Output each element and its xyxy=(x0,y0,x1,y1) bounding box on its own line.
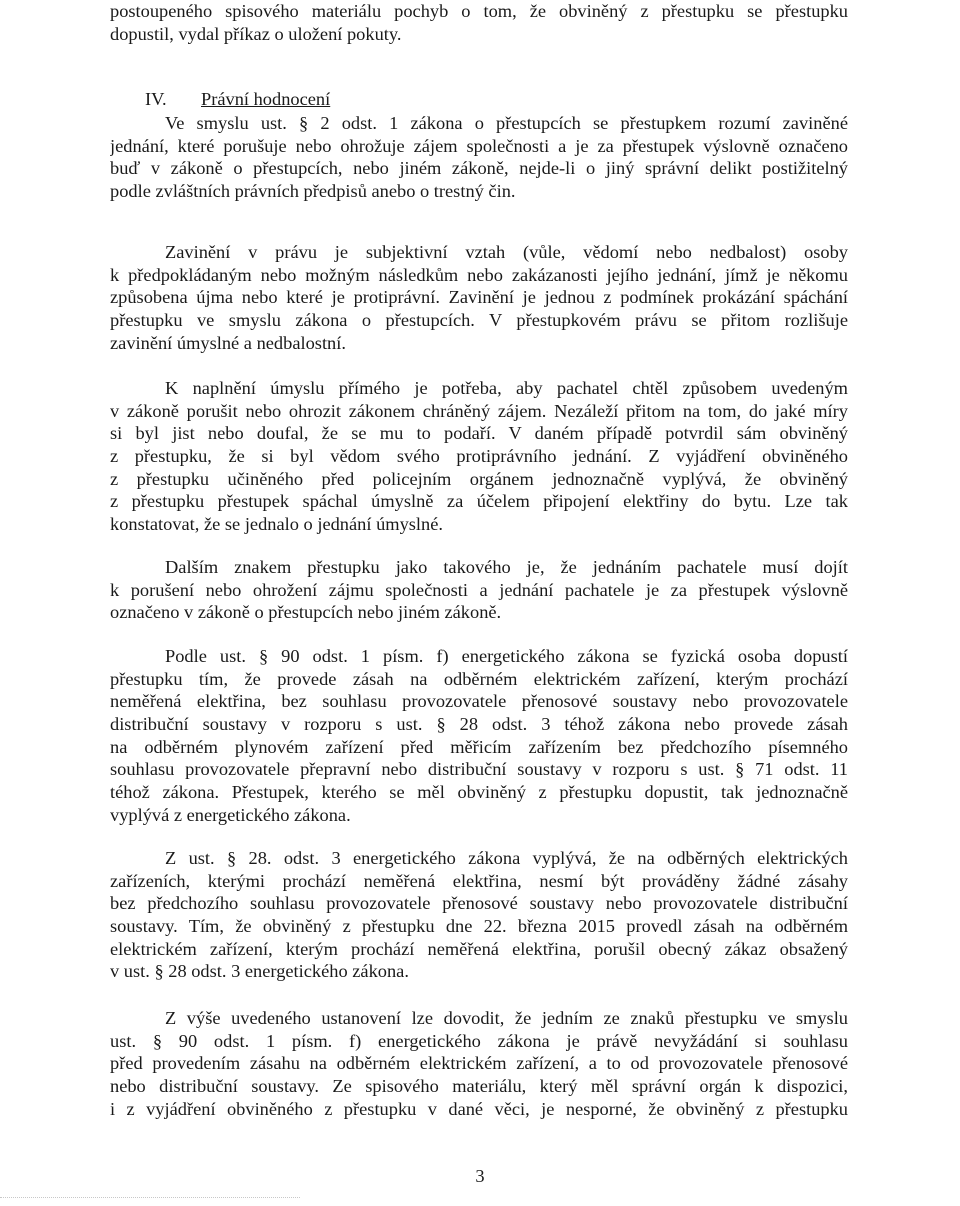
section-title: Právní hodnocení xyxy=(201,89,331,109)
paragraph-7 xyxy=(110,1007,848,1120)
text-line: konstatovat, že se jednalo o jednání úmyslné. xyxy=(110,514,443,535)
text-line: dopustil, vydal příkaz o uložení pokuty. xyxy=(110,23,402,44)
text-line: zařízeních, kterými prochází neměřená elektřina, nesmí být prováděny žádné zásahy xyxy=(110,870,848,891)
text-line: v ust. § 28 odst. 3 energetického zákona. xyxy=(110,961,409,982)
text-line: distribuční soustavy v rozporu s ust. § 28 odst. 3 téhož zákona nebo provede zásah xyxy=(110,714,848,735)
text-line: K naplnění úmyslu přímého je potřeba, aby pachatel chtěl způsobem uvedeným xyxy=(165,378,848,398)
text-line: elektrickém zařízení, kterým prochází neměřená elektřina, porušil obecný zákaz obsažený xyxy=(110,938,848,959)
text-line: téhož zákona. Přestupek, kterého se měl obviněný z přestupku dopustit, tak jednoznačně xyxy=(110,782,848,803)
text-line: Z výše uvedeného ustanovení lze dovodit, že jedním ze znaků přestupku ve smyslu xyxy=(165,1008,848,1028)
text-line: z přestupku přestupek spáchal úmyslně za účelem připojení elektřiny do bytu. Lze tak xyxy=(110,491,848,512)
section-number: IV. xyxy=(145,89,167,109)
text-line: z přestupku, že si byl vědom svého protiprávního jednání. Z vyjádření obviněného xyxy=(110,446,848,467)
text-line: buď v zákoně o přestupcích, nebo jiném zákoně, nejde-li o jiný správní delikt postižitelný xyxy=(110,158,848,179)
paragraph-5 xyxy=(110,645,848,827)
intro-paragraph xyxy=(110,0,848,45)
text-line: Z ust. § 28. odst. 3 energetického zákona vyplývá, že na odběrných elektrických xyxy=(165,848,848,868)
text-line: soustavy. Tím, že obviněný z přestupku dne 22. března 2015 provedl zásah na odběrném xyxy=(110,916,848,937)
text-line: vyplývá z energetického zákona. xyxy=(110,804,351,825)
paragraph-2 xyxy=(110,241,848,354)
text-line: Ve smyslu ust. § 2 odst. 1 zákona o přestupcích se přestupkem rozumí zaviněné xyxy=(165,113,848,133)
text-line: k porušení nebo ohrožení zájmu společnosti a jednání pachatele je za přestupek výslovně xyxy=(110,579,848,600)
text-line: neměřená elektřina, bez souhlasu provozovatele přenosové soustavy nebo provozovatele xyxy=(110,691,848,712)
text-line: ust. § 90 odst. 1 písm. f) energetického zákona je právě nevyžádání si souhlasu xyxy=(110,1030,848,1051)
text-line: způsobena újma nebo které je protiprávní. Zavinění je jednou z podmínek prokázání spáchání xyxy=(110,287,848,308)
text-line: přestupku tím, že provede zásah na odběrném elektrickém zařízení, kterým prochází xyxy=(110,668,848,689)
text-line: bez předchozího souhlasu provozovatele přenosové soustavy nebo provozovatele distribuční xyxy=(110,893,848,914)
text-line: si byl jist nebo doufal, že se mu to podaří. V daném případě potvrdil sám obviněný xyxy=(110,423,848,444)
page-number: 3 xyxy=(475,1166,485,1186)
text-line: nebo distribuční soustavy. Ze spisového materiálu, který měl správní orgán k dispozici, xyxy=(110,1076,848,1097)
text-line: z přestupku učiněného před policejním orgánem jednoznačně vyplývá, že obviněný xyxy=(110,468,848,489)
text-line: Podle ust. § 90 odst. 1 písm. f) energetického zákona se fyzická osoba dopustí xyxy=(165,646,848,666)
text-line: v zákoně porušit nebo ohrozit zákonem chráněný zájem. Nezáleží přitom na tom, do jaké míry xyxy=(110,400,848,421)
footer-divider xyxy=(0,1197,300,1199)
text-line: zavinění úmyslné a nedbalostní. xyxy=(110,332,346,353)
text-line: na odběrném plynovém zařízení před měřicím zařízením bez předchozího písemného xyxy=(110,736,848,757)
text-line: postoupeného spisového materiálu pochyb o tom, že obviněný z přestupku se přestupku xyxy=(110,1,848,21)
paragraph-1 xyxy=(110,112,848,203)
text-line: jednání, které porušuje nebo ohrožuje zájem společnosti a je za přestupek výslovně označeno xyxy=(110,135,848,156)
text-line: před provedením zásahu na odběrném elektrickém zařízení, a to od provozovatele přenosové xyxy=(110,1053,848,1074)
text-line: Zavinění v právu je subjektivní vztah (vůle, vědomí nebo nedbalost) osoby xyxy=(165,242,848,262)
text-line: souhlasu provozovatele přepravní nebo distribuční soustavy v rozporu s ust. § 71 odst. 11 xyxy=(110,759,848,780)
text-line: i z vyjádření obviněného z přestupku v dané věci, je nesporné, že obviněný z přestupku xyxy=(110,1098,848,1119)
text-line: k předpokládaným nebo možným následkům nebo zakázanosti jejího jednání, jímž je někomu xyxy=(110,264,848,285)
text-line: Dalším znakem přestupku jako takového je, že jednáním pachatele musí dojít xyxy=(165,557,848,577)
text-line: podle zvláštních právních předpisů anebo o trestný čin. xyxy=(110,181,516,202)
text-line: přestupku ve smyslu zákona o přestupcích. V přestupkovém právu se přitom rozlišuje xyxy=(110,310,848,331)
paragraph-3 xyxy=(110,377,848,536)
text-line: označeno v zákoně o přestupcích nebo jiném zákoně. xyxy=(110,602,502,623)
paragraph-4 xyxy=(110,556,848,624)
paragraph-6 xyxy=(110,847,848,983)
section-heading xyxy=(145,88,330,110)
